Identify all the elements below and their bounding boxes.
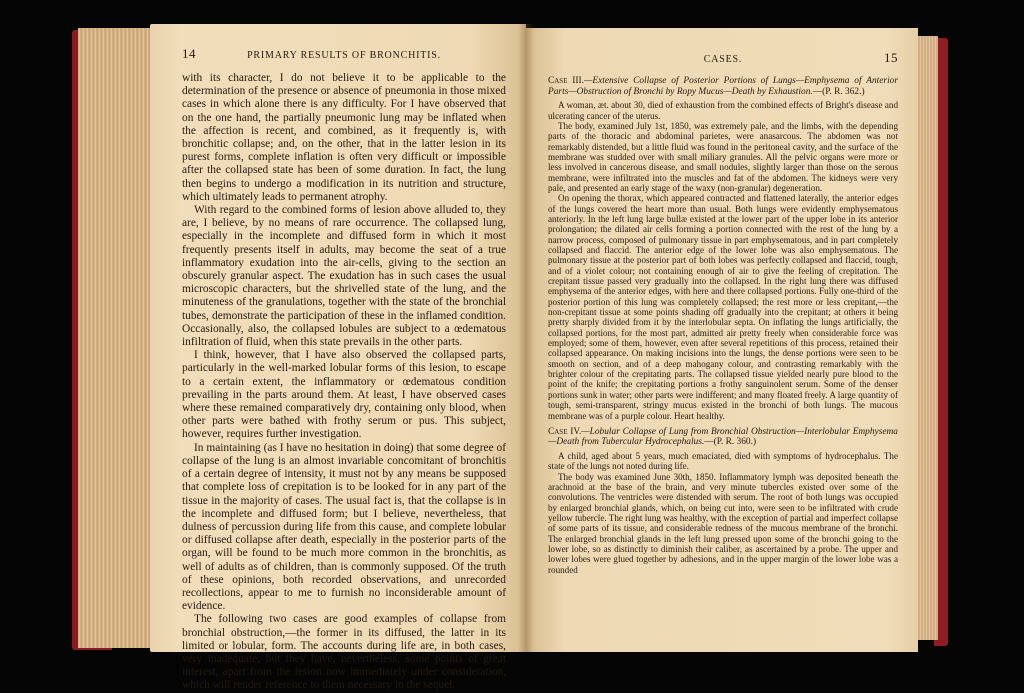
paragraph: A woman, æt. about 30, died of exhaustion from the combined effects of Bright's disease and ulcerating cancer of the uterus. [548,100,898,121]
right-page-body [548,76,898,575]
paragraph: with its character, I do not believe it to be applicable to the determination of the presence or absence of pneumonia in those mixed cases in which alone there is any difficulty. For I have observed that on the one hand, the partially pneumonic lung may be inflated when the affection is recent, and combined, as it frequently is, with bronchitic collapse; and, on the other, that in the latter lesion in its purest forms, complete inflation is often very difficult or impossible after the collapsed state has been of some duration. In fact, the lung then begins to undergo a modification in its nutrition and structure, which ultimately leads to permanent atrophy. [182,72,506,203]
paragraph: I think, however, that I have also observed the collapsed parts, particularly in the well-marked lobular forms of this lesion, to escape to a certain extent, the inflammatory or œdematous condition prevailing in the parts around them. At least, I have observed cases where these remained comparatively dry, containing only blood, when other parts were bathed with frothy serum or pus. This subject, however, requires further investigation. [182,349,506,441]
left-page-body [182,72,506,693]
paragraph: The body was examined June 30th, 1850. Inflammatory lymph was deposited beneath the arachnoid at the base of the brain, and very minute tubercles existed over some of the convolutions. The ventricles were distended with serum. The root of both lungs was occupied by enlarged bronchial glands, which, on being cut into, were seen to be infiltrated with crude yellow tubercle. The right lung was healthy, with the exception of partial and imperfect collapse of some parts of its tissue, and considerable redness of the mucous membrane of the bronchi. The enlarged bronchial glands in the left lung pressed upon some of the bronchi going to the lower lobe, so as distinctly to diminish their caliber, as ascertained by a probe. The upper and lower lobes were glued together by adhesions, and in the upper margin of the lower lobe was a rounded [548,471,898,575]
case-label: Case IV. [548,426,582,437]
right-page [526,28,918,652]
paragraph: In maintaining (as I have no hesitation in doing) that some degree of collapse of the lung is an almost invariable concomitant of bronchitis of a certain degree of intensity, it must not by any means be supposed that complete loss of crepitation is to be looked for in any part of the tissue in the majority of cases. The usual fact is, that the collapse is in the incomplete and diffused form; but I believe, nevertheless, that dulness of percussion during life from this cause, and complete lobular or diffused collapse after death, especially in the posterior parts of the organ, will be found to be much more common in the bronchitis, as well of adults as of children, than is commonly supposed. Of the truth of these opinions, both recorded observations, and unrecorded recollections, appear to me to furnish no inconsiderable amount of evidence. [182,441,506,613]
case-reference: —(P. R. 362.) [812,86,865,97]
paragraph: A child, aged about 5 years, much emaciated, died with symptoms of hydrocephalus. The state of the lungs not noted during life. [548,451,898,472]
case-label: Case III. [548,76,585,86]
case-reference: —(P. R. 360.) [704,437,757,448]
case-title: —Lobular Collapse of Lung from Bronchial Obstruction—Interlobular Emphysema—Death from Tubercular Hydrocephalus. [548,426,898,448]
right-running-head [548,50,898,66]
open-book [72,24,948,692]
left-page [150,24,526,692]
paragraph: The following two cases are good examples of collapse from bronchial obstruction,—the former in its diffused, the latter in its limited or lobular, form. The accounts during life are, in both cases, very inadequate; but they have, nevertheless, some points of great interest, apart from the lesion now immediately under consideration, which will render reference to them necessary in the sequel. [182,613,506,692]
case-title: —Extensive Collapse of Posterior Portions of Lungs—Emphysema of Anterior Parts—Obstruction of Bronchi by Ropy Mucus—Death by Exhaustion. [548,76,899,97]
left-running-head [182,46,506,62]
paragraph: With regard to the combined forms of lesion above alluded to, they are, I believe, by no means of rare occurrence. The collapsed lung, especially in the incomplete and diffused form in which it most frequently presents itself in adults, may become the seat of a true inflammatory exudation into the air-cells, giving to the section an obscurely granular aspect. The exudation has in such cases the usual microscopic characters, but the shrivelled state of the lung, and the minuteness of the granulations, together with the state of the bronchial tubes, demonstrate the participation of these in the inflamed condition. Occasionally, also, the collapsed lobules are subject to a œdematous infiltration of fluid, when this state prevails in the other parts. [182,204,506,349]
left-page-number: 14 [182,46,196,61]
book-gutter [518,24,534,652]
paragraph: On opening the thorax, which appeared contracted and flattened laterally, the anterior edges of the lungs covered the heart more than usual. Both lungs were evidently emphysematous anteriorly. In the left lung large bullæ existed at the lower part of the upper lobe in its anterior prolongation; the dilated air cells forming a portion connected with the rest of the lung by a narrow process, composed of pulmonary tissue in part emphysematous, and in part completely collapsed and flaccid. The anterior edge of the lower lobe was also emphysematous. The pulmonary tissue at the posterior part of both lobes was perfectly collapsed and flaccid, tough, and of a violet colour; not containing enough of air to give the feeling of crepitation. The crepitant tissue passed very gradually into the collapsed. In the right lung there was diffused emphysema of the anterior edges, with here and there collapsed portions. Fully one-third of the posterior portion of this lung was completely collapsed; the rest more or less crepitant,—the non-crepitant tissue at some points shading off gradually into the crepitant; at others it being pretty sharply divided from it by the interlobular septa. On inflating the lungs artificially, the collapsed portions, for the most part, admitted air pretty freely when considerable force was employed; some of them, however, even after several repetitions of this process, retained their collapsed appearance. On making incisions into the lungs, the dense portions were seen to be smooth on section, and of a deep mahogany colour, and contrasting remarkably with the brighter colour of the crepitating parts. The collapsed tissue yielded nearly pure blood to the point of the knife; the crepitating portions a frothy sanguinolent serum. Some of the denser portions sunk in water; other parts were indifferent; and many floated freely. A large quantity of tough, semi-transparent, stringy mucus existed in the bronchi of both lungs. The mucous membrane was of a purple colour. Heart healthy. [548,193,898,421]
case-heading [548,76,898,97]
left-running-title: PRIMARY RESULTS OF BRONCHITIS. [247,50,441,61]
right-running-title: CASES. [703,54,743,65]
page-edges-left [78,28,152,648]
case-heading [548,427,898,448]
right-page-number: 15 [884,50,898,65]
paragraph: The body, examined July 1st, 1850, was extremely pale, and the limbs, with the depending parts of the thoracic and abdominal parietes, were anasarcous. The abdomen was not remarkably distended, but a little fluid was found in the peritoneal cavity, and the surface of the membrane was studded over with small miliary granules. All the pelvic organs were more or less involved in cancerous disease, and small nodules, slightly larger than those on the serous membrane, were infiltrated into the muscles and fat of the abdomen. The kidneys were very pale, and presented an early stage of the waxy (non-granular) degeneration. [548,120,898,193]
